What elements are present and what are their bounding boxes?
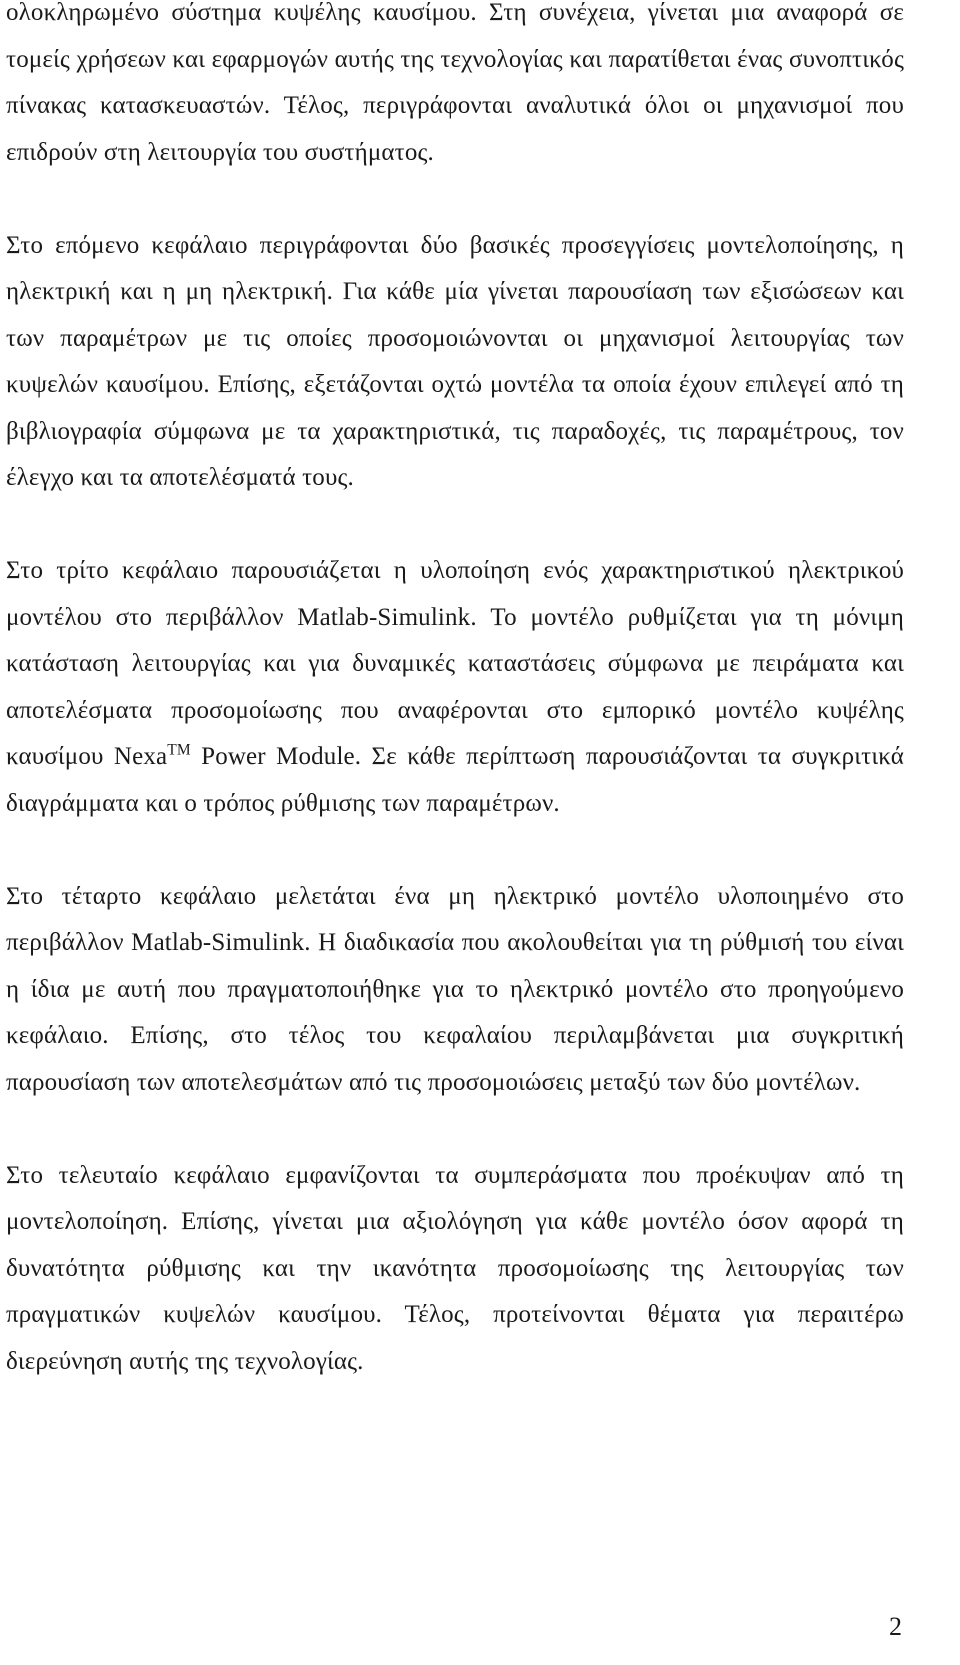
paragraph-chapter-3-part-1: Στο τρίτο κεφάλαιο παρουσιάζεται η υλοποίηση ενός χαρακτηριστικού ηλεκτρικού μοντέλου στο περιβάλλον Matlab-Simulink. Το μοντέλο ρυθμίζεται για τη μόνιμη κατάσταση λειτουργίας και για δυναμικές καταστάσεις σύμφωνα με πειράματα και αποτελέσματα προσομοίωσης που αναφέρονται στο εμπορικό μοντέλο κυψέλης καυσίμου Nexa xyxy=(6,557,904,770)
paragraph-chapter-3-part-2: Power Module. Σε κάθε περίπτωση παρουσιάζονται τα συγκριτικά διαγράμματα και ο τρόπος ρύθμισης των παραμέτρων. xyxy=(6,743,904,817)
paragraph-chapter-4: Στο τέταρτο κεφάλαιο μελετάται ένα μη ηλεκτρικό μοντέλο υλοποιημένο στο περιβάλλον Matlab-Simulink. Η διαδικασία που ακολουθείται για τη ρύθμισή του είναι η ίδια με αυτή που πραγματοποιήθηκε για το ηλεκτρικό μοντέλο στο προηγούμενο κεφάλαιο. Επίσης, στο τέλος του κεφαλαίου περιλαμβάνεται μια συγκριτική παρουσίαση των αποτελεσμάτων από τις προσομοιώσεις μεταξύ των δύο μοντέλων. xyxy=(6,882,904,1096)
document-body xyxy=(6,0,904,1385)
paragraph-chapter-2: Στο επόμενο κεφάλαιο περιγράφονται δύο βασικές προσεγγίσεις μοντελοποίησης, η ηλεκτρική και η μη ηλεκτρική. Για κάθε μία γίνεται παρουσίαση των εξισώσεων και των παραμέτρων με τις οποίες προσομοιώνονται οι μηχανισμοί λειτουργίας των κυψελών καυσίμου. Επίσης, εξετάζονται οχτώ μοντέλα τα οποία έχουν επιλεγεί από τη βιβλιογραφία σύμφωνα με τα χαρακτηριστικά, τις παραδοχές, τις παραμέτρους, τον έλεγχο και τα αποτελέσματά τους. xyxy=(6,231,904,491)
trademark-superscript: TM xyxy=(167,741,191,759)
paragraph-intro-continuation: ολοκληρωμένο σύστημα κυψέλης καυσίμου. Στη συνέχεια, γίνεται μια αναφορά σε τομείς χρήσεων και εφαρμογών αυτής της τεχνολογίας και παρατίθεται ένας συνοπτικός πίνακας κατασκευαστών. Τέλος, περιγράφονται αναλυτικά όλοι οι μηχανισμοί που επιδρούν στη λειτουργία του συστήματος. xyxy=(6,0,904,166)
paragraph-chapter-3 xyxy=(6,548,904,827)
page-number: 2 xyxy=(889,1612,902,1641)
paragraph-chapter-5: Στο τελευταίο κεφάλαιο εμφανίζονται τα συμπεράσματα που προέκυψαν από τη μοντελοποίηση. Επίσης, γίνεται μια αξιολόγηση για κάθε μοντέλο όσον αφορά τη δυνατότητα ρύθμισης και την ικανότητα προσομοίωσης της λειτουργίας των πραγματικών κυψελών καυσίμου. Τέλος, προτείνονται θέματα για περαιτέρω διερεύνηση αυτής της τεχνολογίας. xyxy=(6,1161,904,1375)
